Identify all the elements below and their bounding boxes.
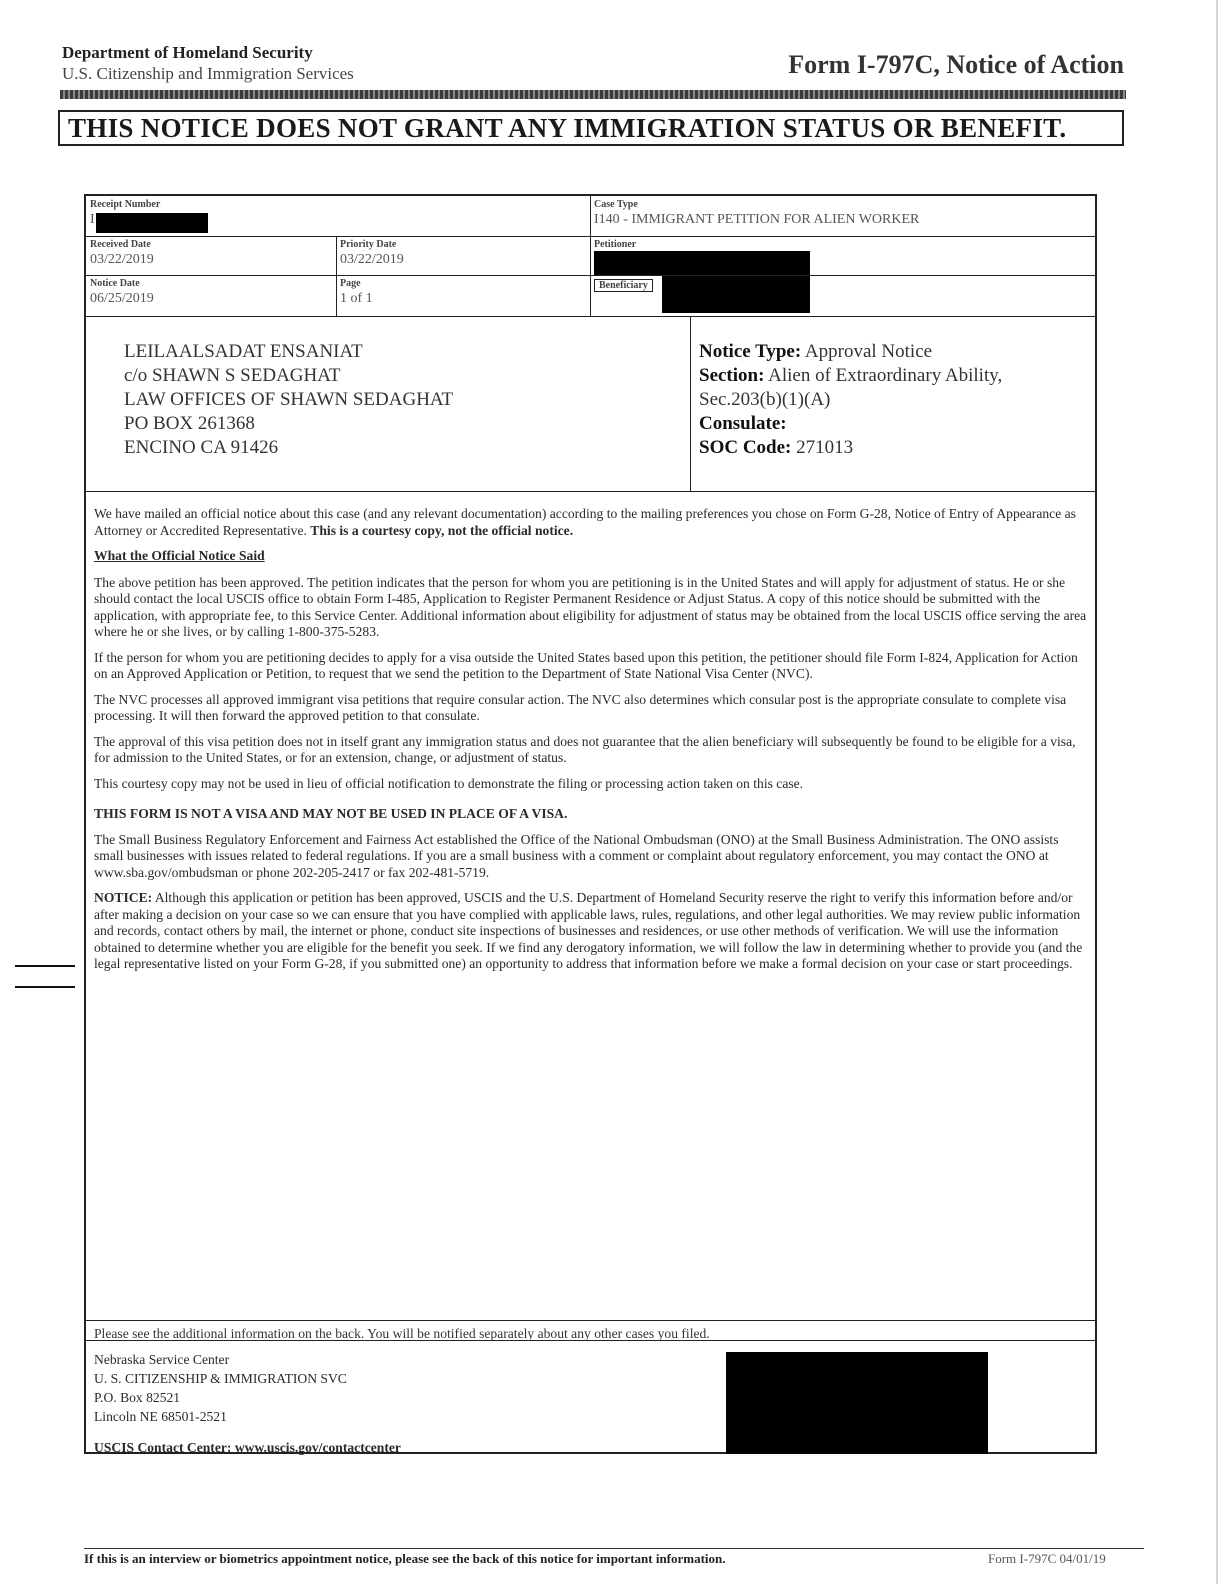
service-center-line: P.O. Box 82521: [94, 1390, 181, 1405]
notice-date-value: 06/25/2019: [90, 291, 154, 306]
address-line: PO BOX 261368: [124, 413, 255, 434]
section-value-cont: Sec.203(b)(1)(A): [699, 389, 831, 410]
service-center-line: Lincoln NE 68501-2521: [94, 1409, 227, 1424]
notice-details: [699, 340, 1002, 460]
beneficiary-label: Beneficiary: [594, 279, 653, 292]
soc-code-value: 271013: [796, 437, 854, 458]
address-line: ENCINO CA 91426: [124, 437, 279, 458]
grid-line: [86, 491, 1097, 492]
status-banner: THIS NOTICE DOES NOT GRANT ANY IMMIGRATION STATUS OR BENEFIT.: [58, 110, 1124, 146]
priority-date-cell: [336, 236, 590, 275]
agency-name: Department of Homeland Security: [62, 43, 313, 62]
notice-form: [84, 194, 1097, 1454]
form-revision: Form I-797C 04/01/19: [988, 1551, 1106, 1566]
case-type-value: I140 - IMMIGRANT PETITION FOR ALIEN WORKER: [594, 212, 920, 227]
address-line: c/o SHAWN S SEDAGHAT: [124, 365, 341, 386]
consulate-label: Consulate:: [699, 413, 787, 434]
grid-line: [86, 1320, 1097, 1321]
page-footer-rule: [84, 1548, 1144, 1549]
agency-header: [62, 42, 354, 84]
section-heading: What the Official Notice Said: [94, 548, 265, 563]
notice-text: Although this application or petition has been approved, USCIS and the U.S. Department of Homeland Security reserve the right to verify this information before and/or after making a decision on your case so we can ensure that you have complied with applicable laws, rules, regulations, and other legal authorities. We may review public information and records, contact others by mail, the internet or phone, conduct site inspections of businesses and residences, or use other methods of verification. We will use the information obtained to determine whether you are eligible for the benefit you seek. If we find any derogatory information, we will follow the law in determining whether to provide you (and the legal representative listed on your Form G-28, if you submitted one) an opportunity to address that information before we make a formal decision on your case or start proceedings.: [94, 890, 1083, 971]
notice-label: NOTICE:: [94, 890, 153, 905]
received-date-cell: [86, 236, 336, 275]
grid-line: [86, 316, 1097, 317]
receipt-number-value: I: [90, 212, 95, 227]
additional-info-note: Please see the additional information on the back. You will be notified separately about any other cases you filed.: [94, 1326, 710, 1341]
redaction-block: [96, 213, 208, 233]
receipt-number-label: Receipt Number: [90, 199, 161, 210]
section-value: Alien of Extraordinary Ability,: [768, 365, 1003, 386]
case-type-cell: [590, 196, 1097, 236]
mailing-address: [124, 340, 453, 460]
not-a-visa-warning: THIS FORM IS NOT A VISA AND MAY NOT BE USED IN PLACE OF A VISA.: [94, 806, 568, 821]
priority-date-label: Priority Date: [340, 239, 397, 250]
header-rule: [60, 90, 1126, 99]
notice-type-value: Approval Notice: [804, 341, 933, 362]
margin-mark: [15, 986, 75, 988]
address-line: LAW OFFICES OF SHAWN SEDAGHAT: [124, 389, 454, 410]
section-label: Section:: [699, 365, 765, 386]
notice-type-label: Notice Type:: [699, 341, 802, 362]
service-center-line: Nebraska Service Center: [94, 1352, 230, 1367]
priority-date-value: 03/22/2019: [340, 252, 404, 267]
page-value: 1 of 1: [340, 291, 373, 306]
petitioner-cell: [590, 236, 1097, 275]
notice-body: [94, 506, 1090, 982]
notice-date-cell: [86, 275, 336, 316]
redaction-block: [662, 275, 810, 313]
courtesy-copy-note: This is a courtesy copy, not the official notice.: [310, 522, 574, 538]
petitioner-label: Petitioner: [594, 239, 637, 250]
body-paragraph: This courtesy copy may not be used in lieu of official notification to demonstrate the filing or processing action taken on this case.: [94, 775, 804, 791]
body-paragraph: The above petition has been approved. The petition indicates that the person for whom you are petitioning is in the United States and will apply for adjustment of status. He or she should contact the local USCIS office to obtain Form I-485, Application to Register Permanent Residence or Adjust Status. A copy of this notice should be submitted with the application, with appropriate fee, to this Service Center. Additional information about eligibility for adjustment of status may be obtained from the local USCIS office serving the area where he or she lives, or by calling 1-800-375-5283.: [94, 574, 1087, 639]
grid-line: [690, 316, 691, 491]
received-date-label: Received Date: [90, 239, 151, 250]
page-cell: [336, 275, 590, 316]
body-paragraph: The approval of this visa petition does not in itself grant any immigration status and does not guarantee that the alien beneficiary will subsequently be found to be eligible for a visa, for admission to the United States, or for an extension, change, or adjustment of status.: [94, 733, 1076, 765]
margin-mark: [15, 965, 75, 967]
soc-code-label: SOC Code:: [699, 437, 792, 458]
grid-line: [86, 236, 1097, 237]
intro-paragraph: [94, 506, 1090, 539]
form-title: Form I-797C, Notice of Action: [788, 50, 1124, 79]
page-label: Page: [340, 278, 361, 289]
grid-line: [336, 236, 337, 316]
grid-line: [590, 196, 591, 316]
body-paragraph: If the person for whom you are petitioning decides to apply for a visa outside the United States based upon this petition, the petitioner should file Form I-824, Application for Action on an Approved Application or Petition, to request that we send the petition to the Department of State National Visa Center (NVC).: [94, 649, 1078, 681]
notice-date-label: Notice Date: [90, 278, 140, 289]
service-center-address: [94, 1350, 401, 1457]
address-line: LEILAALSADAT ENSANIAT: [124, 341, 363, 362]
body-paragraph: The NVC processes all approved immigrant visa petitions that require consular action. The NVC also determines which consular post is the appropriate consulate to complete visa processing. It will then forward the approved petition to that consulate.: [94, 691, 1067, 723]
received-date-value: 03/22/2019: [90, 252, 154, 267]
grid-line: [86, 275, 1097, 276]
redaction-block: [726, 1352, 988, 1454]
case-type-label: Case Type: [594, 199, 638, 210]
body-paragraph: The Small Business Regulatory Enforcement and Fairness Act established the Office of the National Ombudsman (ONO) at the Small Business Administration. The ONO assists small businesses with issues related to federal regulations. If you are a small business with a comment or complaint about regulatory enforcement, you may contact the ONO at www.sba.gov/ombudsman or phone 202-205-2417 or fax 202-481-5719.: [94, 831, 1059, 880]
agency-subname: U.S. Citizenship and Immigration Services: [62, 64, 354, 83]
beneficiary-cell: [590, 275, 1097, 316]
page-footer-note: If this is an interview or biometrics appointment notice, please see the back of this notice for important information.: [84, 1551, 726, 1566]
intro-text: We have mailed an official notice about this case (and any relevant documentation) according to the mailing preferences you chose on Form G-28, Notice of Entry of Appearance as Attorney or Accredited Representative.: [94, 506, 1076, 538]
notice-paragraph: [94, 890, 1090, 973]
scan-edge-shadow: [1216, 0, 1218, 1584]
redaction-block: [594, 251, 810, 275]
service-center-line: U. S. CITIZENSHIP & IMMIGRATION SVC: [94, 1371, 347, 1386]
contact-center: USCIS Contact Center: www.uscis.gov/contactcenter: [94, 1440, 401, 1455]
receipt-number-cell: [86, 196, 590, 236]
